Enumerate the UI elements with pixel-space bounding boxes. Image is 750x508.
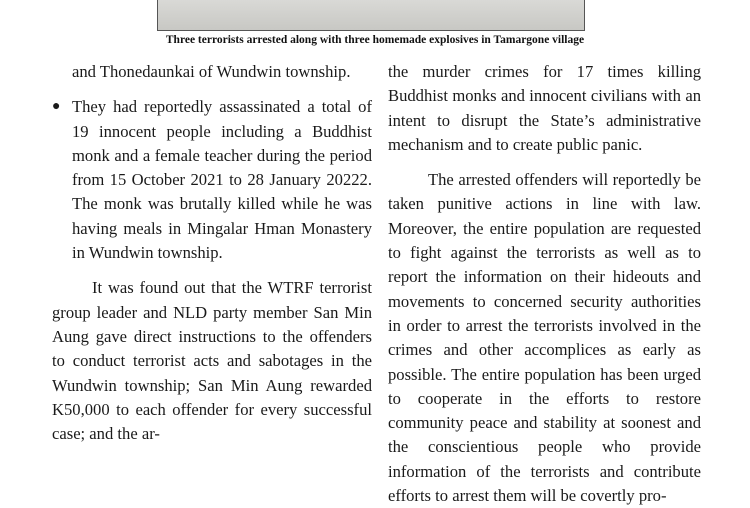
right-continuation-text: the murder crimes for 17 times killing Buddhist monks and innocent civilians with an intent to disrupt the State’s administrative mechanism and to create public panic. bbox=[388, 62, 701, 154]
spacer bbox=[388, 157, 701, 168]
right-paragraph: The arrested offenders will reportedly be taken punitive actions in line with law. Moreover, the entire population are requested to fight against the terrorists as well as to report the information on their hideouts and movements to concerned security authorities in order to arrest the terrorists involved in the crimes and other accomplices as early as possible. The entire population has been urged to cooperate in the efforts to restore community peace and stability at soonest and the conscientious people who provide information of the terrorists and contribute efforts to arrest them will be covertly pro- bbox=[388, 170, 701, 506]
left-column bbox=[52, 60, 372, 446]
news-photo bbox=[157, 0, 585, 31]
left-continuation-text: and Thonedaunkai of Wundwin township. bbox=[72, 62, 351, 81]
photo-caption: Three terrorists arrested along with three homemade explosives in Tamargone village bbox=[165, 34, 585, 46]
left-paragraph: It was found out that the WTRF terrorist group leader and NLD party member San Min Aung gave direct instructions to the offenders to conduct terrorist acts and sabotages in the Wundwin township; San Min Aung rewarded K50,000 to each offender for every successful case; and the ar- bbox=[52, 278, 372, 444]
right-column bbox=[388, 60, 701, 508]
bullet-text: They had reportedly assassinated a total of 19 innocent people including a Buddhist monk and a female teacher during the period from 15 October 2021 to 28 January 20222. The monk was brutally killed while he was having meals in Mingalar Hman Monastery in Wundwin township. bbox=[72, 97, 372, 263]
spacer bbox=[52, 265, 372, 276]
spacer bbox=[52, 84, 372, 95]
bullet-item bbox=[52, 95, 372, 265]
bullet-icon: ● bbox=[52, 99, 61, 115]
